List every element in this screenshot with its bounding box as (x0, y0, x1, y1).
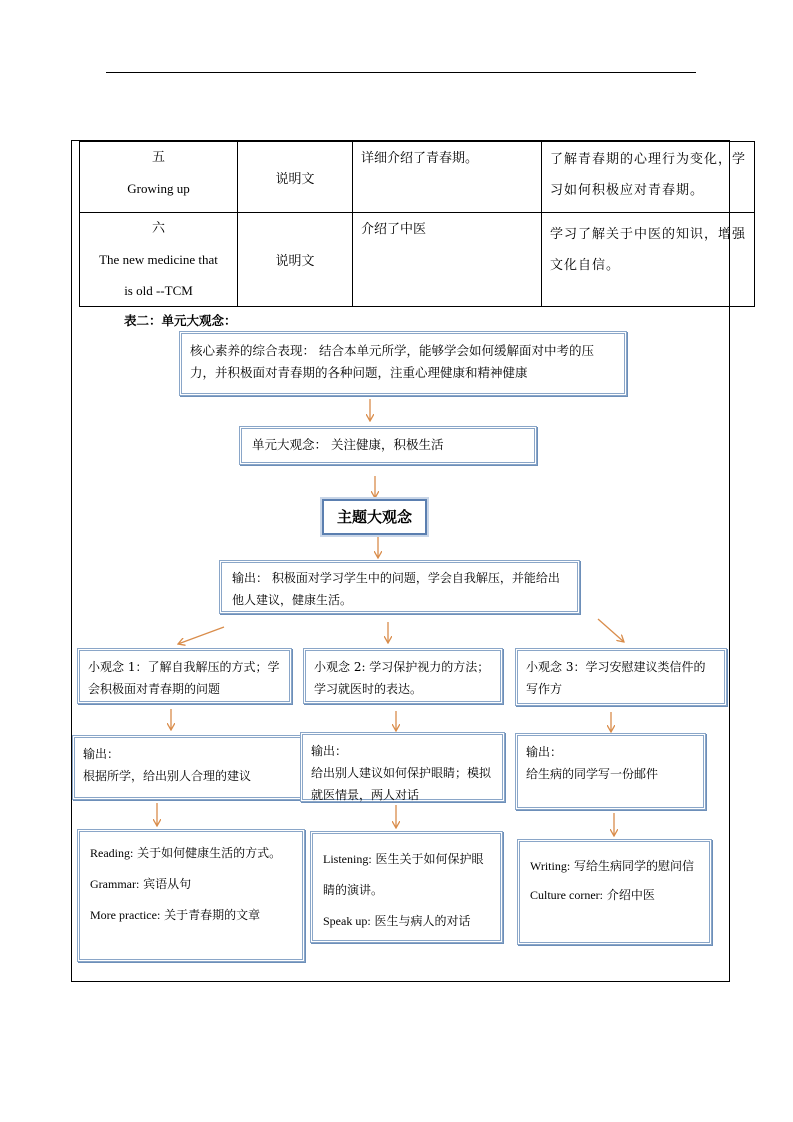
resource-culture-corner: Culture corner: 介绍中医 (530, 888, 655, 902)
output-3-box (515, 733, 706, 810)
sub-idea-3-box (515, 648, 727, 706)
core-competence-box (179, 331, 627, 396)
output-main-box (219, 560, 580, 614)
sub-idea-1-box (77, 648, 292, 704)
unit-number: 六 (151, 221, 165, 236)
output-2-box (300, 732, 505, 802)
genre-cell: 说明文 (238, 142, 353, 213)
unit-title: is old --TCM (124, 283, 193, 298)
unit-title: Growing up (127, 181, 190, 196)
unit-number: 五 (151, 150, 165, 165)
table2-caption: 表二：单元大观念： (124, 313, 237, 328)
sub-idea-2-box (303, 648, 503, 704)
sub-idea-1-text: 小观念 1：了解自我解压的方式；学会积极面对青春期的问题 (88, 660, 280, 696)
arrow (178, 627, 224, 644)
output-1-box (72, 735, 303, 800)
resource-speak-up: Speak up: 医生与病人的对话 (323, 914, 471, 928)
output-1-text: 根据所学，给出别人合理的建议 (83, 769, 252, 783)
resource-1-box (77, 829, 305, 962)
arrow (598, 619, 624, 642)
output-main-text: 输出： 积极面对学习学生中的问题，学会自我解压，并能给出他人建议，健康生活。 (232, 571, 560, 607)
sub-idea-3-text: 小观念 3：学习安慰建议类信件的写作方 (526, 660, 706, 696)
output-3-text: 给生病的同学写一份邮件 (526, 767, 659, 781)
resource-grammar: Grammar: 宾语从句 (90, 877, 192, 891)
resource-listening: Listening: 医生关于如何保护眼睛的演讲。 (323, 852, 484, 897)
goal-cell: 了解青春期的心理行为变化，学习如何积极应对青春期。 (542, 142, 755, 213)
core-competence-text: 核心素养的综合表现： 结合本单元所学，能够学会如何缓解面对中考的压力，并积极面对青春期的各种问题，注重心理健康和精神健康 (190, 343, 594, 380)
output-1-label: 输出： (83, 747, 120, 761)
resource-writing: Writing: 写给生病同学的慰问信 (530, 859, 695, 873)
goal-cell: 学习了解关于中医的知识，增强文化自信。 (542, 213, 755, 307)
theme-title: 主题大观念 (322, 499, 427, 535)
unit-title: The new medicine that (99, 252, 218, 267)
resource-more-practice: More practice: 关于青春期的文章 (90, 908, 261, 922)
sub-idea-2-text: 小观念 2: 学习保护视力的方法；学习就医时的表达。 (314, 660, 490, 696)
output-2-label: 输出： (311, 744, 348, 758)
output-2-text: 给出别人建议如何保护眼睛；模拟就医情景，两人对话 (311, 766, 492, 802)
resource-2-box (310, 831, 503, 943)
resource-reading: Reading: 关于如何健康生活的方式。 (90, 846, 282, 860)
unit-idea-box (239, 426, 537, 465)
genre-cell: 说明文 (238, 213, 353, 307)
content-cell: 详细介绍了青春期。 (353, 142, 542, 213)
output-3-label: 输出： (526, 745, 563, 759)
unit-idea-text: 单元大观念： 关注健康，积极生活 (252, 437, 444, 452)
content-cell: 介绍了中医 (353, 213, 542, 307)
resource-3-box (517, 839, 712, 945)
